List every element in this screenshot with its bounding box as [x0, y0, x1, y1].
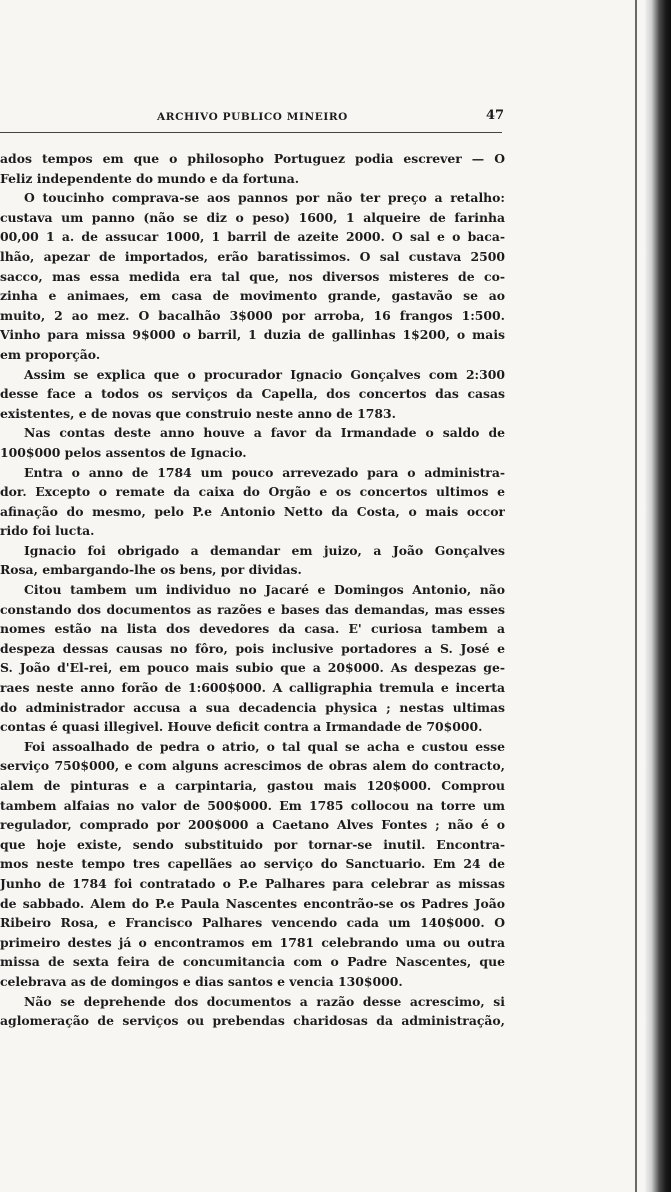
text-line: que hoje existe, sendo substituido por tornar-se inutil. Encontra- — [0, 836, 505, 852]
text-line: zinha e animaes, em casa de movimento grande, gastavão se ao — [0, 288, 505, 304]
text-line: Não se deprehende dos documentos a razão desse acrescimo, si — [24, 993, 505, 1009]
book-binding-shadow — [645, 0, 671, 1192]
text-line: Ribeiro Rosa, e Francisco Palhares vencendo cada um 140$000. O — [0, 915, 505, 931]
text-line: celebrava as de domingos e dias santos e vencia 130$000. — [0, 973, 403, 989]
text-line: 100$000 pelos assentos de Ignacio. — [0, 444, 247, 460]
text-line: Vinho para missa 9$000 o barril, 1 duzia de gallinhas 1$200, o mais — [0, 327, 505, 343]
text-line: S. João d'El-rei, em pouco mais subio que a 20$000. As despezas ge- — [0, 660, 505, 676]
text-line: primeiro destes já o encontramos em 1781 celebrando uma ou outra — [0, 934, 505, 950]
text-line: existentes, e de novas que construio neste anno de 1783. — [0, 405, 396, 421]
page-edge-line — [635, 0, 637, 1192]
text-line: em proporção. — [0, 346, 101, 362]
text-line: O toucinho comprava-se aos pannos por não ter preço a retalho: — [24, 190, 505, 206]
text-line: nomes estão na lista dos devedores da casa. E' curiosa tambem a — [0, 621, 505, 637]
running-head: ARCHIVO PUBLICO MINEIRO — [157, 111, 348, 123]
text-line: rido foi lucta. — [0, 523, 95, 539]
text-line: muito, 2 ao mez. O bacalhão 3$000 por arroba, 16 frangos 1:500. — [0, 307, 505, 323]
text-line: Assim se explica que o procurador Ignacio Gonçalves com 2:300 — [24, 366, 505, 382]
text-line: Rosa, embargando-lhe os bens, por dividas. — [0, 562, 302, 578]
text-line: aglomeração de serviços ou prebendas charidosas da administração, — [0, 1013, 505, 1029]
text-line: missa de sexta feira de concumitancia com o Padre Nascentes, que — [0, 954, 505, 970]
body-text — [0, 149, 505, 1031]
text-line: do administrador accusa a sua decadencia physica ; nestas ultimas — [0, 699, 505, 715]
text-line: Ignacio foi obrigado a demandar em juizo, a João Gonçalves — [24, 542, 505, 558]
text-line: Citou tambem um individuo no Jacaré e Domingos Antonio, não — [24, 582, 505, 598]
text-line: lhão, apezar de importados, erão baratissimos. O sal custava 2500 — [0, 248, 505, 264]
text-line: alem de pinturas e a carpintaria, gastou mais 120$000. Comprou — [0, 778, 505, 793]
text-line: custava um panno (não se diz o peso) 1600, 1 alqueire de farinha — [0, 209, 505, 225]
text-line: de sabbado. Alem do P.e Paula Nascentes encontrão-se os Padres João — [0, 895, 505, 911]
page-number: 47 — [486, 108, 505, 123]
text-line: Nas contas deste anno houve a favor da Irmandade o saldo de — [24, 425, 505, 441]
text-line: ados tempos em que o philosopho Portuguez podia escrever — O — [0, 151, 505, 166]
text-line: tambem alfaias no valor de 500$000. Em 1785 collocou na torre um — [0, 797, 505, 813]
text-line: dor. Excepto o remate da caixa do Orgão e os concertos ultimos e — [0, 484, 505, 500]
text-line: mos neste tempo tres capellães ao serviço do Sanctuario. Em 24 de — [0, 856, 505, 872]
page-header — [0, 108, 520, 128]
text-line: Foi assoalhado de pedra o atrio, o tal qual se acha e custou esse — [24, 738, 505, 754]
text-line: contas é quasi illegivel. Houve deficit contra a Irmandade de 70$000. — [0, 719, 483, 735]
text-line: regulador, comprado por 200$000 a Caetano Alves Fontes ; não é o — [0, 817, 505, 833]
text-line: sacco, mas essa medida era tal que, nos diversos misteres de co- — [0, 268, 505, 284]
text-line: Junho de 1784 foi contratado o P.e Palhares para celebrar as missas — [0, 875, 505, 891]
text-line: constando dos documentos as razões e bases das demandas, mas esses — [0, 601, 505, 617]
text-line: desse face a todos os serviços da Capella, dos concertos das casas — [0, 386, 505, 402]
text-line: 00,00 1 a. de assucar 1000, 1 barril de azeite 2000. O sal e o baca- — [0, 229, 505, 245]
text-line: despeza dessas causas no fôro, pois inclusive portadores a S. José e — [0, 640, 505, 656]
header-rule — [0, 132, 502, 133]
text-line: afinação do mesmo, pelo P.e Antonio Netto da Costa, o mais occor — [0, 503, 505, 519]
text-line: Entra o anno de 1784 um pouco arrevezado para o administra- — [24, 464, 505, 480]
text-line: serviço 750$000, e com alguns acrescimos de obras alem do contracto, — [0, 758, 505, 774]
text-line: Feliz independente do mundo e da fortuna. — [0, 170, 300, 186]
text-line: raes neste anno forão de 1:600$000. A calligraphia tremula e incerta — [0, 680, 505, 696]
